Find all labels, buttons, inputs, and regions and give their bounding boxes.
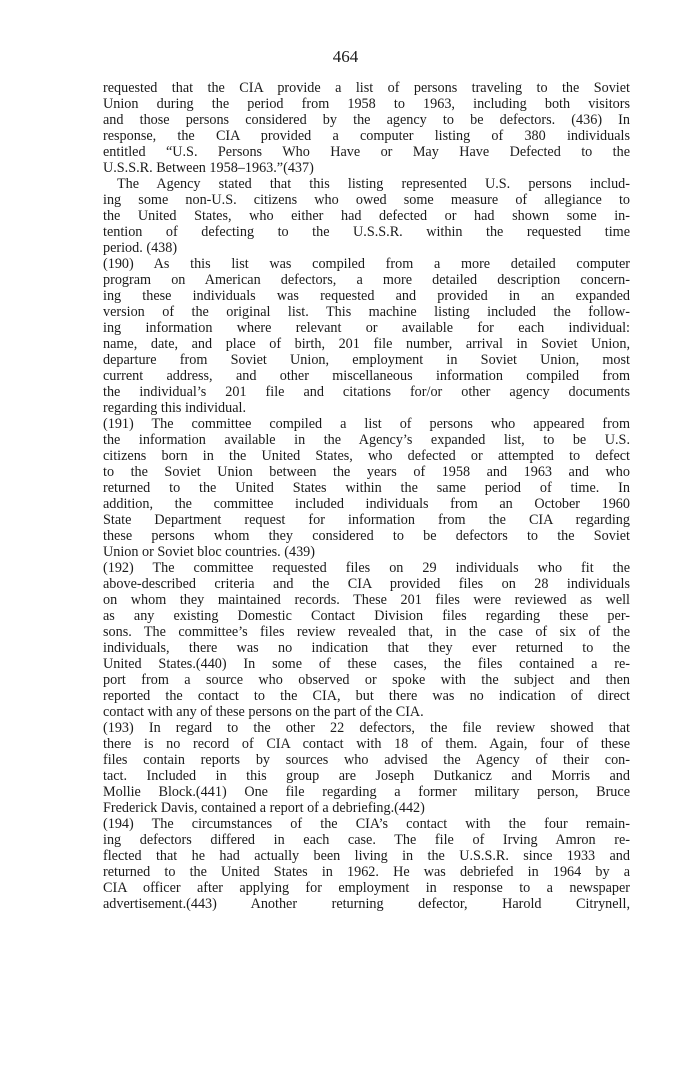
text-line: Union during the period from 1958 to 1963, including both visitors (103, 96, 630, 112)
text-line: ing information where relevant or available for each individual: (103, 320, 630, 336)
text-line: sons. The committee’s files review revealed that, in the case of six of the (103, 624, 630, 640)
page-number: 464 (332, 47, 359, 66)
text-line: the information available in the Agency’s expanded list, to be U.S. (103, 432, 630, 448)
text-line: State Department request for information from the CIA regarding (103, 512, 630, 528)
text-line: as any existing Domestic Contact Division files regarding these per- (103, 608, 630, 624)
text-line: requested that the CIA provide a list of persons traveling to the Soviet (103, 80, 630, 96)
text-line: ing these individuals was requested and provided in an expanded (103, 288, 630, 304)
text-line: Mollie Block.(441) One file regarding a former military person, Bruce (103, 784, 630, 800)
text-line: tact. Included in this group are Joseph Dutkanicz and Morris and (103, 768, 630, 784)
text-line: addition, the committee included individuals from an October 1960 (103, 496, 630, 512)
text-line: the individual’s 201 file and citations for/or other agency documents (103, 384, 630, 400)
text-line: the United States, who either had defected or had shown some in- (103, 208, 630, 224)
text-line: reported the contact to the CIA, but there was no indication of direct (103, 688, 630, 704)
text-line: name, date, and place of birth, 201 file number, arrival in Soviet Union, (103, 336, 630, 352)
text-line: (190) As this list was compiled from a more detailed computer (103, 256, 630, 272)
text-line: version of the original list. This machine listing included the follow- (103, 304, 630, 320)
text-line: these persons whom they considered to be defectors to the Soviet (103, 528, 630, 544)
text-line: period. (438) (103, 240, 178, 256)
text-line: response, the CIA provided a computer listing of 380 individuals (103, 128, 630, 144)
text-line: advertisement.(443) Another returning defector, Harold Citrynell, (103, 896, 630, 912)
text-line: United States.(440) In some of these cases, the files contained a re- (103, 656, 630, 672)
text-line: flected that he had actually been living in the U.S.S.R. since 1933 and (103, 848, 630, 864)
text-line: Frederick Davis, contained a report of a debriefing.(442) (103, 800, 425, 816)
text-line: The Agency stated that this listing represented U.S. persons includ- (117, 176, 630, 192)
text-line: contact with any of these persons on the part of the CIA. (103, 704, 424, 720)
text-line: tention of defecting to the U.S.S.R. within the requested time (103, 224, 630, 240)
text-line: port from a source who observed or spoke with the subject and then (103, 672, 630, 688)
text-line: returned to the United States in 1962. He was debriefed in 1964 by a (103, 864, 630, 880)
text-line: entitled “U.S. Persons Who Have or May Have Defected to the (103, 144, 630, 160)
text-line: regarding this individual. (103, 400, 247, 416)
text-line: (194) The circumstances of the CIA’s contact with the four remain- (103, 816, 630, 832)
text-line: (192) The committee requested files on 29 individuals who fit the (103, 560, 630, 576)
text-line: ing defectors differed in each case. The file of Irving Amron re- (103, 832, 630, 848)
text-line: files contain reports by sources who advised the Agency of their con- (103, 752, 630, 768)
text-line: individuals, there was no indication that they ever returned to the (103, 640, 630, 656)
text-line: citizens born in the United States, who defected or attempted to defect (103, 448, 630, 464)
text-line: U.S.S.R. Between 1958–1963.”(437) (103, 160, 314, 176)
text-line: to the Soviet Union between the years of 1958 and 1963 and who (103, 464, 630, 480)
text-line: Union or Soviet bloc countries. (439) (103, 544, 315, 560)
text-line: departure from Soviet Union, employment in Soviet Union, most (103, 352, 630, 368)
text-line: there is no record of CIA contact with 18 of them. Again, four of these (103, 736, 630, 752)
text-line: CIA officer after applying for employment in response to a newspaper (103, 880, 630, 896)
text-line: above-described criteria and the CIA provided files on 28 individuals (103, 576, 630, 592)
text-line: current address, and other miscellaneous information compiled from (103, 368, 630, 384)
text-line: ing some non-U.S. citizens who owed some measure of allegiance to (103, 192, 630, 208)
text-line: and those persons considered by the agency to be defectors. (436) In (103, 112, 630, 128)
text-line: program on American defectors, a more detailed description concern- (103, 272, 630, 288)
text-line: (193) In regard to the other 22 defectors, the file review showed that (103, 720, 630, 736)
body-text (103, 80, 630, 912)
text-line: on whom they maintained records. These 201 files were reviewed as well (103, 592, 630, 608)
text-line: returned to the United States within the same period of time. In (103, 480, 630, 496)
text-line: (191) The committee compiled a list of persons who appeared from (103, 416, 630, 432)
